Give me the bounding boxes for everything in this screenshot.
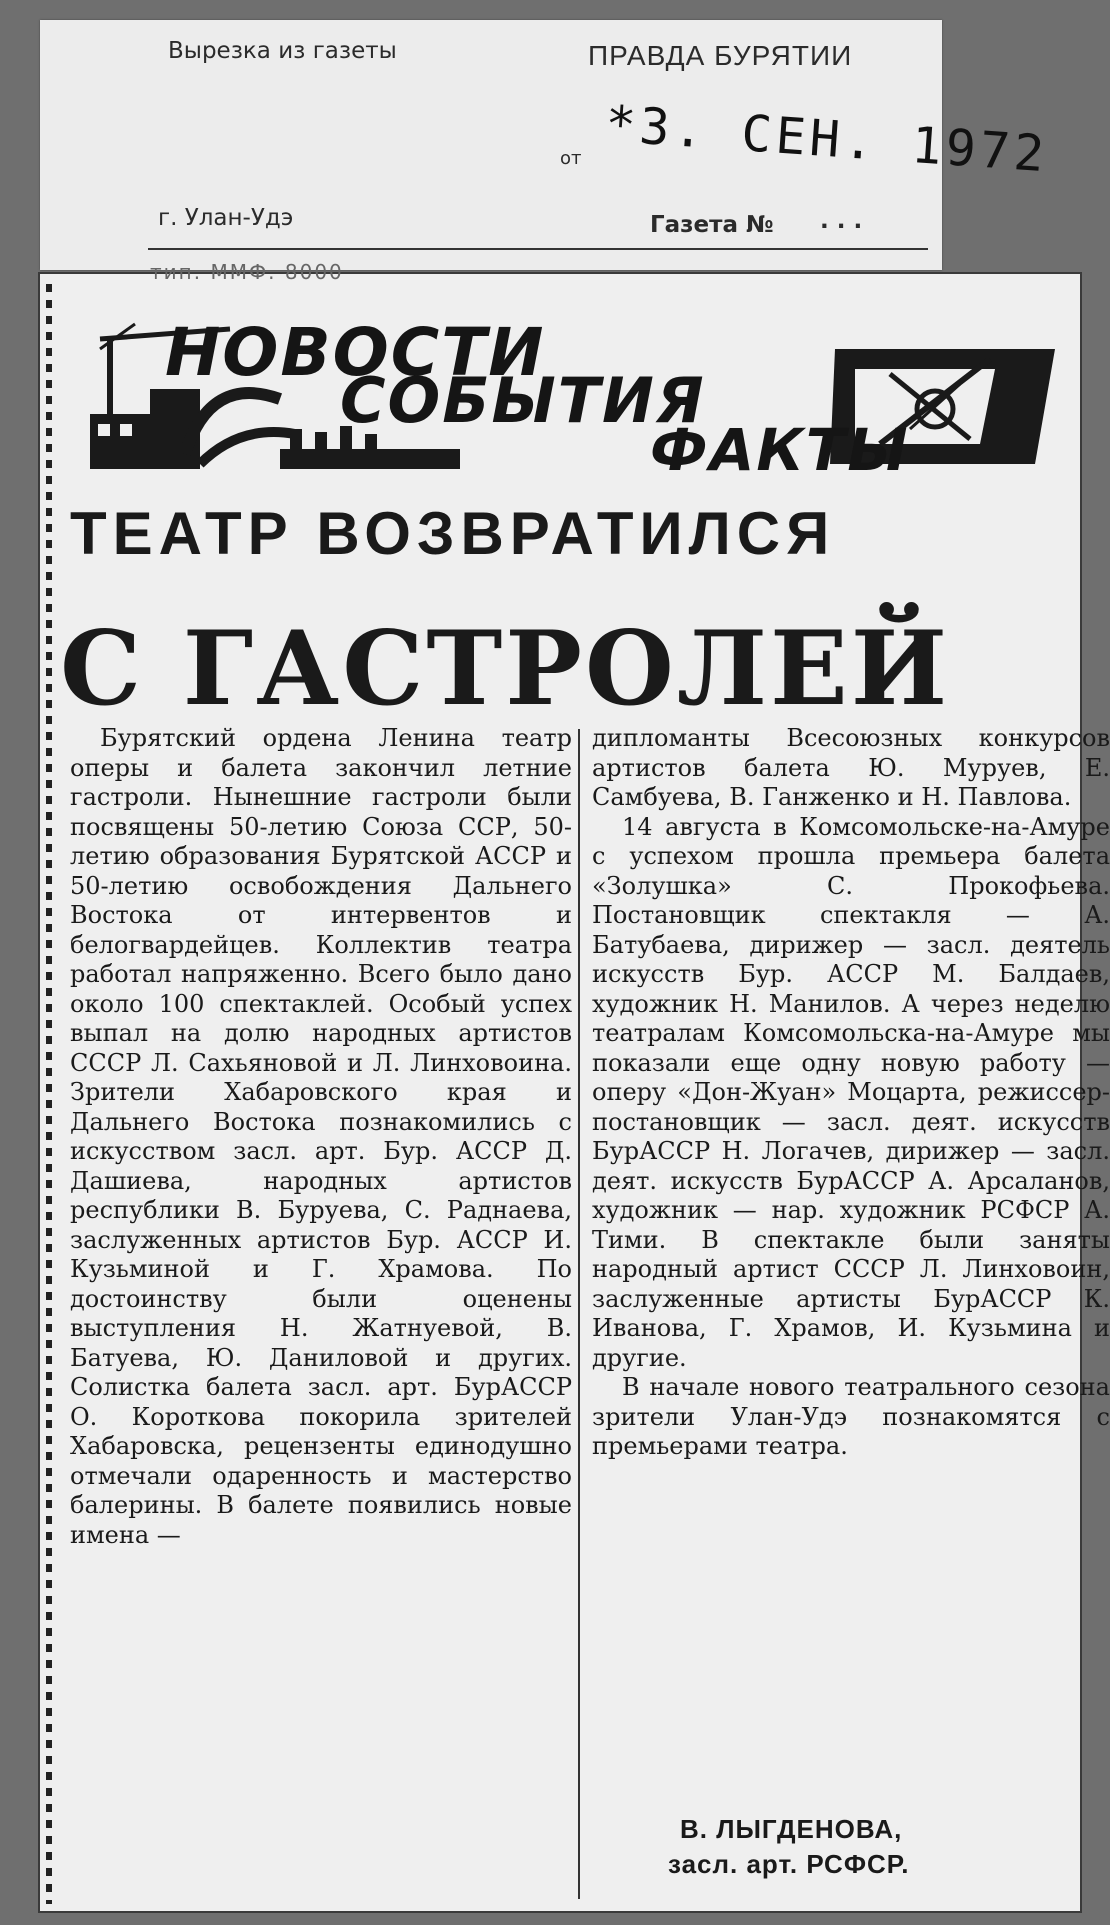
date-stamp: *3. СЕН. 1972 xyxy=(603,94,1050,184)
article-paragraph: дипломанты Всесоюзных конкурсов артистов балета Ю. Муруев, Е. Самбуева, В. Ганженко и Н. Павлова. xyxy=(592,724,1110,811)
city-label: г. Улан-Удэ xyxy=(158,205,294,231)
article-paragraph: Бурятский ордена Ленина театр оперы и балета закончил летние гастроли. Нынешние гастроли были посвящены 50-летию Союза ССР, 50-летию образования Бурятской АССР и 50-летию освобождения Дальнего Востока от интервентов и белогвардейцев. Коллектив театра работал напряженно. Всего было дано около 100 спектаклей. Особый успех выпал на долю народных артистов СССР Л. Сахьяновой и Л. Линховоина. Зрители Хабаровского края и Дальнего Востока познакомились с искусством засл. арт. Бур. АССР Д. Дашиева, народных артистов республики В. Буруева, С. Раднаева, заслуженных артистов Бур. АССР И. Кузьминой и Г. Храмова. По достоинству были оценены выступления Н. Жатнуевой, В. Батуева, Ю. Даниловой и других. Солистка балета засл. арт. БурАССР О. Короткова покорила зрителей Хабаровска, рецензенты единодушно отмечали одаренность и мастерство балерины. В балете появились новые имена — xyxy=(70,724,572,1549)
clipping-edge xyxy=(46,284,52,1904)
author-title: засл. арт. РСФСР. xyxy=(668,1849,910,1879)
rubric-word-facts: ФАКТЫ xyxy=(650,416,910,484)
rubric-word-events: СОБЫТИЯ xyxy=(340,364,706,437)
newspaper-name: ПРАВДА БУРЯТИИ xyxy=(588,40,853,71)
date-prefix: от xyxy=(560,148,582,169)
headline-line-1: ТЕАТР ВОЗВРАТИЛСЯ xyxy=(70,500,836,567)
author-name: В. ЛЫГДЕНОВА, xyxy=(680,1814,903,1844)
archive-label-card xyxy=(40,20,1050,270)
printer-mark: тип. ММФ. 8000 xyxy=(150,260,344,284)
article-paragraph: В начале нового театрального сезона зрители Улан-Удэ познакомятся с премьерами театра. xyxy=(592,1373,1110,1460)
headline-line-2: С ГАСТРОЛЕЙ xyxy=(60,609,951,729)
clipping-label: Вырезка из газеты xyxy=(168,38,397,64)
rubric-word-news: НОВОСТИ xyxy=(165,314,546,391)
column-divider xyxy=(578,729,580,1899)
newspaper-clipping xyxy=(38,260,1110,1913)
article-left-column xyxy=(70,724,572,1550)
rubric-banner xyxy=(90,314,1055,484)
article-right-column xyxy=(592,724,1110,1462)
article-paragraph: 14 августа в Комсомольске-на-Амуре с успехом прошла премьера балета «Золушка» С. Прокофьева. Постановщик спектакля — А. Батубаева, дирижер — засл. деятель искусств Бур. АССР М. Балдаев, художник Н. Манилов. А через неделю театралам Комсомольска-на-Амуре мы показали еще одну новую работу — оперу «Дон-Жуан» Моцарта, режиссер-постановщик — засл. деят. искусств БурАССР Н. Логачев, дирижер — засл. деят. искусств БурАССР А. Арсаланов, художник — нар. художник РСФСР А. Тими. В спектакле были заняты народный артист СССР Л. Линховоин, заслуженные артисты БурАССР К. Иванова, Г. Храмов, И. Кузьмина и другие. xyxy=(592,812,1110,1372)
issue-number-dots: . . . xyxy=(820,208,863,234)
label-rule xyxy=(148,248,928,250)
issue-label: Газета № xyxy=(650,212,774,238)
